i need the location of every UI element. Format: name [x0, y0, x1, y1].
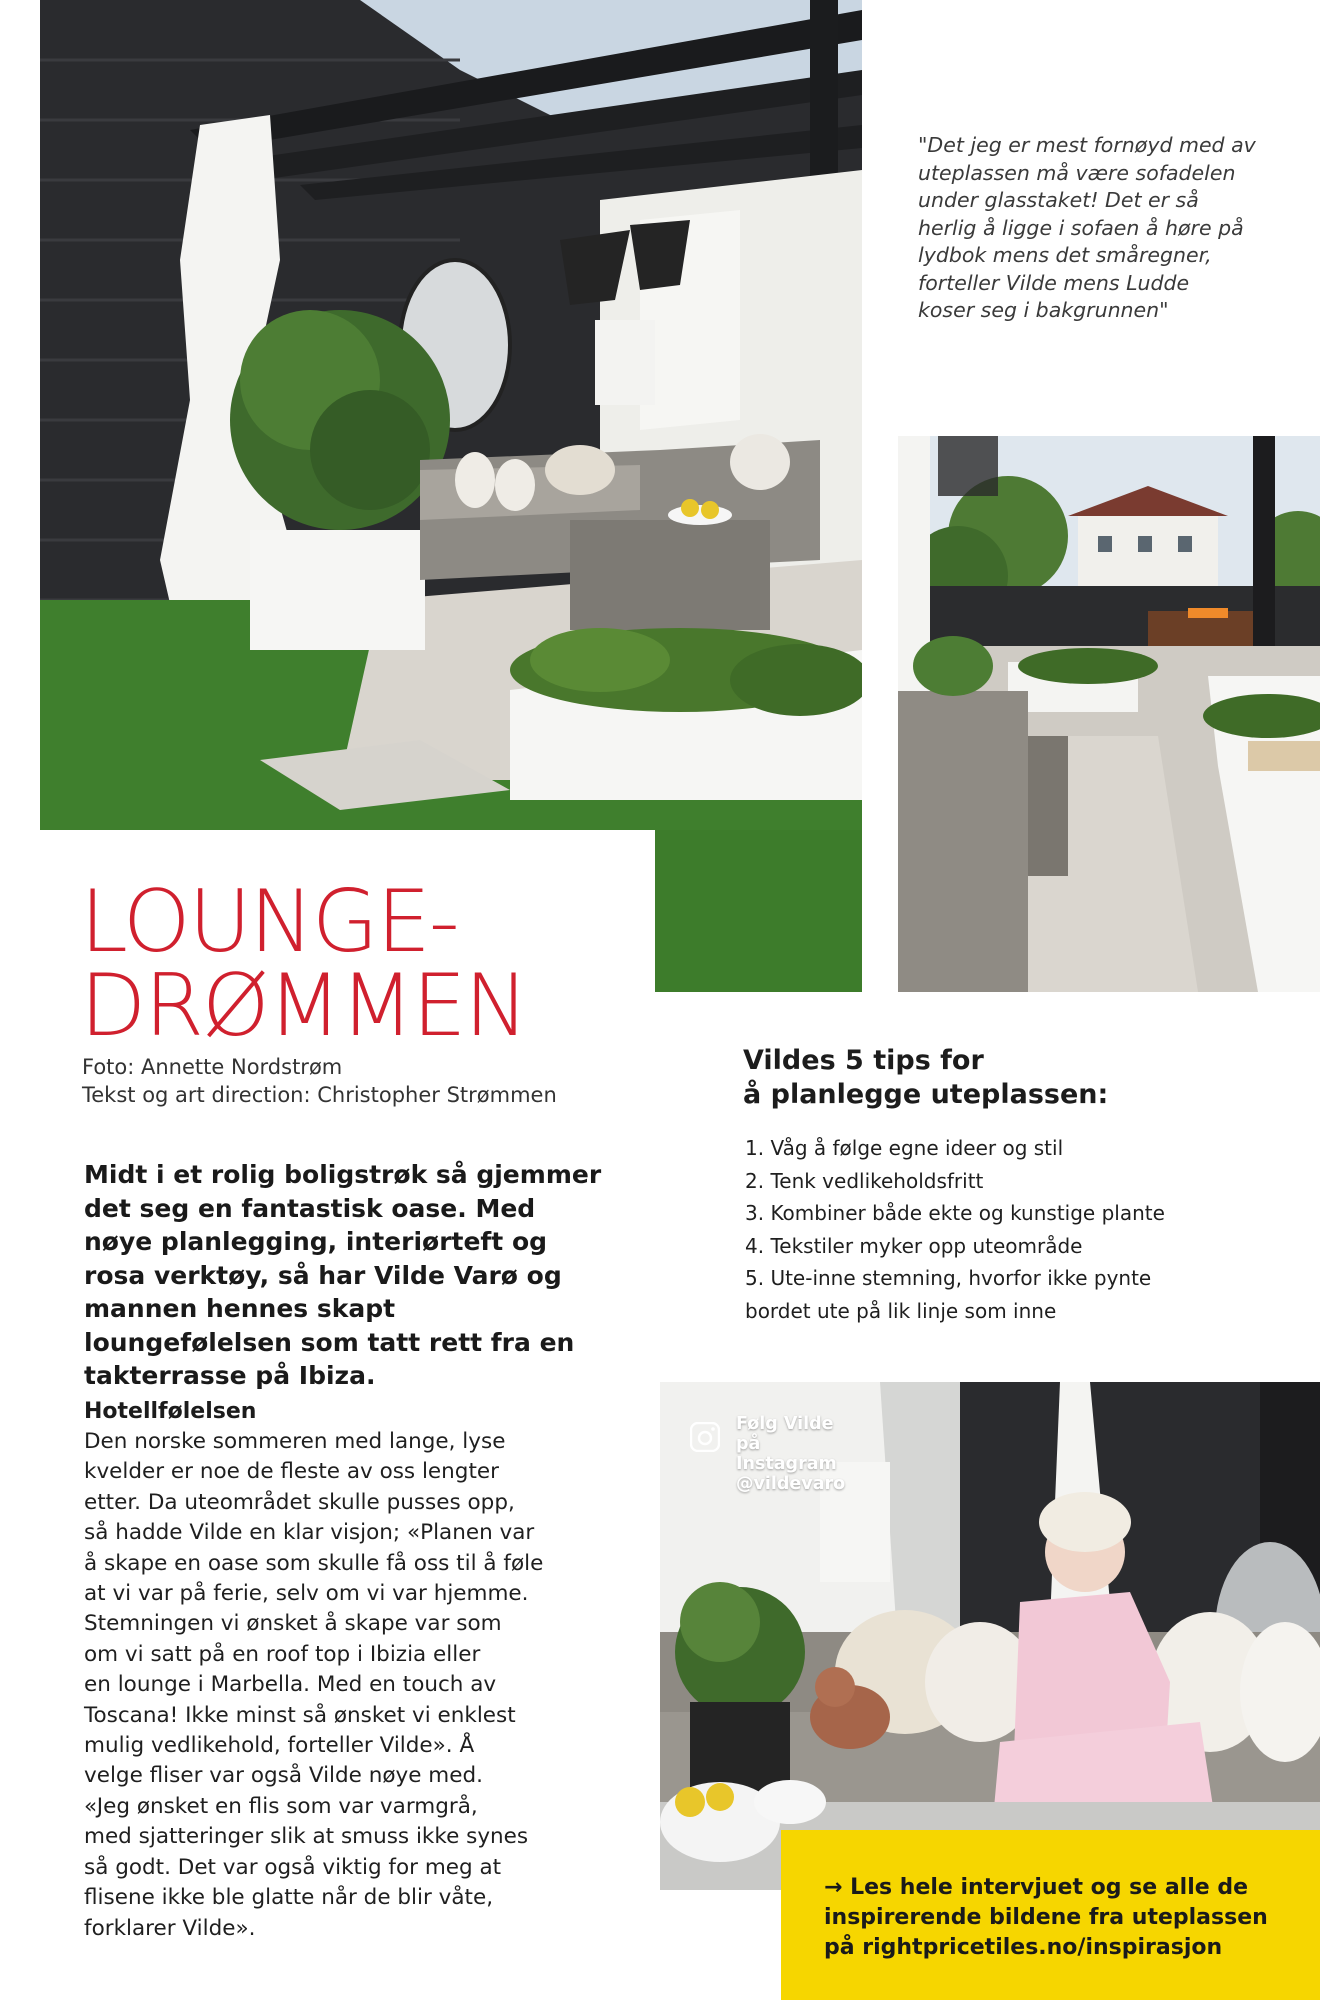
instagram-label: Følg Vilde på Instagram @vildevaro [736, 1414, 846, 1494]
text-credit: Tekst og art direction: Christopher Strømmen [82, 1083, 557, 1107]
body-text: Den norske sommeren med lange, lyse kvelder er noe de fleste av oss lengter etter. Da uteområdet skulle pusses opp, så hadde Vilde en klar visjon; «Planen var å skape en oase som skulle få oss til å føle at vi var på ferie, selv om vi var hjemme. Stemningen vi ønsket å skape var som om vi satt på en roof top i Ibizia eller en lounge i Marbella. Med en touch av Toscana! Ikke minst så ønsket vi enklest mulig vedlikehold, forteller Vilde». Å velge fliser var også Vilde nøye med. «Jeg ønsket en flis som var varmgrå, med sjatteringer slik at smuss ikke synes så godt. Det var også viktig for meg at flisene ikke ble glatte når de blir våte, forklarer Vilde». [84, 1429, 544, 1941]
cta-link-text[interactable]: → Les hele intervjuet og se alle de inspirerende bildene fra uteplassen på rightpricetiles.no/inspirasjon [824, 1875, 1268, 1960]
pull-quote: "Det jeg er mest fornøyd med av uteplassen må være sofadelen under glasstaket! Det er så herlig å ligge i sofaen å høre på lydbok mens det småregner, forteller Vilde mens Ludde koser seg i bakgrunnen" [918, 133, 1256, 322]
body-heading: Hotellfølelsen [84, 1399, 257, 1424]
camera-icon [690, 1422, 720, 1452]
photo-credits [82, 1053, 557, 1109]
tip-item: 2. Tenk vedlikeholdsfritt [745, 1168, 984, 1193]
tip-item: 4. Tekstiler myker opp uteområde [745, 1233, 1083, 1258]
tip-item: 3. Kombiner både ekte og kunstige plante [745, 1201, 1165, 1225]
tips-heading: Vildes 5 tips for å planlegge uteplassen: [743, 1045, 1109, 1110]
tip-item: 5. Ute-inne stemning, hvorfor ikke pynte [745, 1266, 1152, 1290]
tip-item: 1. Våg å følge egne ideer og stil [745, 1136, 1064, 1160]
photo-credit: Foto: Annette Nordstrøm [82, 1055, 343, 1079]
tips-list [745, 1132, 1165, 1327]
patio-walkway-photo [898, 436, 1320, 992]
tip-item: bordet ute på lik linje som inne [745, 1298, 1057, 1323]
headline: LOUNGE- DRØMMEN [80, 872, 527, 1056]
intro-paragraph: Midt i et rolig boligstrøk så gjemmer det seg en fantastisk oase. Med nøye planlegging, interiørteft og rosa verktøy, så har Vilde Varø og mannen hennes skapt loungefølelsen som tatt rett fra en takterrasse på Ibiza. [84, 1160, 602, 1390]
